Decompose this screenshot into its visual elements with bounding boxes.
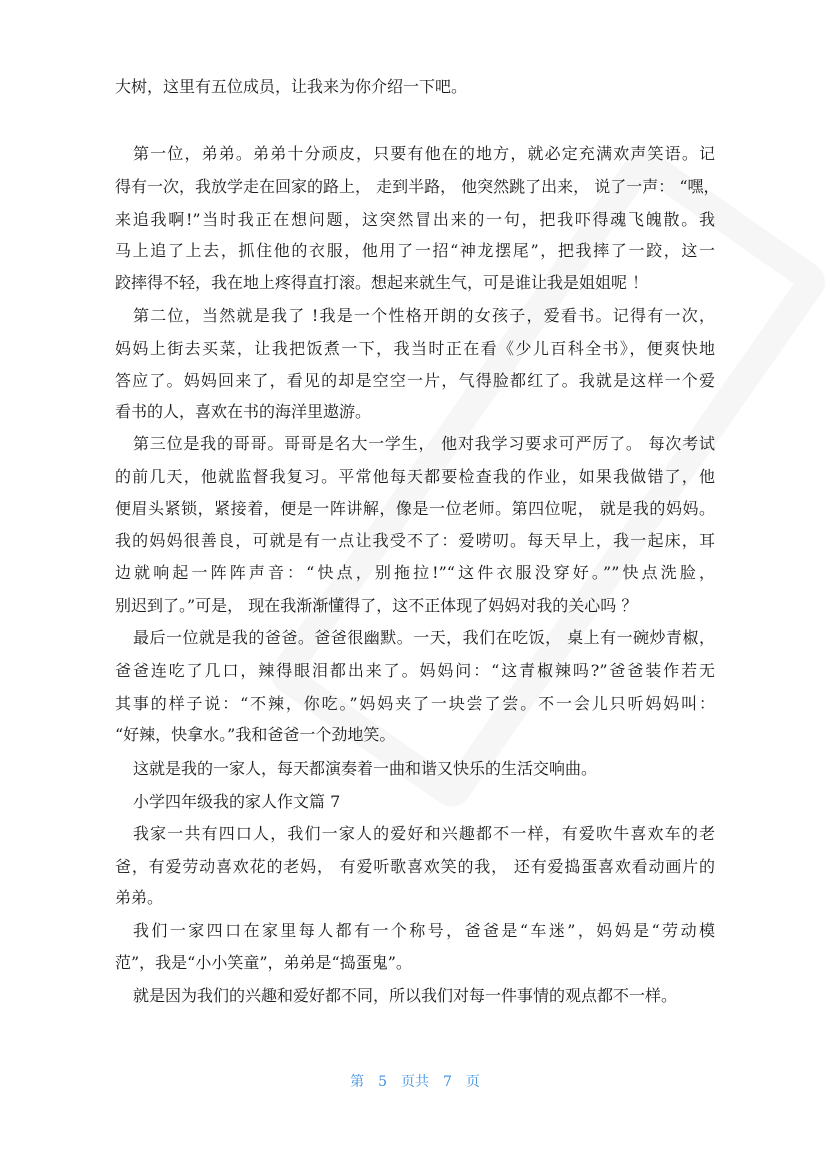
paragraph-line: “好辣，快拿水。”我和爸爸一个劲地笑。 (115, 725, 396, 744)
paragraph-line: 来追我啊!”当时我正在想问题，这突然冒出来的一句，把我吓得魂飞魄散。我 (115, 210, 715, 229)
paragraph-line: 我家一共有四口人，我们一家人的爱好和兴趣都不一样，有爱吹牛喜欢车的老 (133, 824, 715, 843)
paragraph-line: 别迟到了。”可是， 现在我渐渐懂得了，这不正体现了妈妈对我的关心吗 ？ (115, 596, 638, 615)
paragraph-line: 第二位，当然就是我了 !我是一个性格开朗的女孩子，爱看书。记得有一次， (133, 306, 715, 325)
paragraph-line: 第一位，弟弟。弟弟十分顽皮，只要有他在的地方，就必定充满欢声笑语。记 (133, 144, 715, 163)
paragraph-line: 妈妈上街去买菜，让我把饭煮一下，我当时正在看《少儿百科全书》，便爽快地 (115, 339, 715, 358)
page-footer (0, 1071, 830, 1091)
paragraph-line: 最后一位就是我的爸爸。爸爸很幽默。一天，我们在吃饭， 桌上有一碗炒青椒， (133, 628, 715, 647)
paragraph-line: 小学四年级我的家人作文篇 7 (133, 792, 341, 811)
paragraph-line: 我们一家四口在家里每人都有一个称号，爸爸是“车迷”，妈妈是“劳动模 (133, 921, 715, 940)
paragraph-line: 看书的人，喜欢在书的海洋里遨游。 (115, 402, 372, 421)
total-pages: 7 (443, 1074, 452, 1090)
paragraph-line: 的前几天，他就监督我复习。平常他每天都要检查我的作业，如果我做错了，他 (115, 467, 715, 486)
paragraph-line: 范”，我是“小小笑童”，弟弟是“捣蛋鬼”。 (115, 953, 412, 972)
paragraph-line: 我的妈妈很善良，可就是有一点让我受不了：爱唠叨。每天早上，我一起床，耳 (115, 531, 715, 550)
paragraph-line: 弟弟。 (115, 888, 164, 907)
paragraph-line: 大树，这里有五位成员，让我来为你介绍一下吧。 (115, 77, 468, 96)
paragraph-line: 这就是我的一家人，每天都演奏着一曲和谐又快乐的生活交响曲。 (133, 759, 598, 778)
paragraph-line: 第三位是我的哥哥。哥哥是名大一学生， 他对我学习要求可严厉了。 每次考试 (133, 434, 715, 453)
paragraph-line: 爸爸连吃了几口，辣得眼泪都出来了。妈妈问：“这青椒辣吗?”爸爸装作若无 (115, 661, 715, 680)
paragraph-line: 马上追了上去，抓住他的衣服，他用了一招“神龙摆尾”，把我摔了一跤，这一 (115, 241, 715, 260)
footer-word: 第 (350, 1074, 365, 1090)
paragraph-line: 答应了。妈妈回来了，看见的却是空空一片，气得脸都红了。我就是这样一个爱 (115, 371, 715, 390)
paragraph-line: 得有一次，我放学走在回家的路上， 走到半路， 他突然跳了出来， 说了一声： “嘿， (115, 177, 720, 196)
paragraph-line: 爸，有爱劳动喜欢花的老妈， 有爱听歌喜欢笑的我， 还有爱捣蛋喜欢看动画片的 (115, 857, 715, 876)
footer-word: 页 (465, 1074, 480, 1090)
paragraph-line: 就是因为我们的兴趣和爱好都不同，所以我们对每一件事情的观点都不一样。 (133, 986, 678, 1005)
paragraph-line: 跤摔得不轻，我在地上疼得直打滚。想起来就生气，可是谁让我是姐姐呢 ！ (115, 273, 649, 292)
current-page: 5 (378, 1074, 387, 1090)
paragraph-line: 便眉头紧锁，紧接着，便是一阵讲解，像是一位老师。第四位呢， 就是我的妈妈。 (115, 499, 715, 518)
paragraph-line: 边就响起一阵阵声音：“快点，别拖拉!”“这件衣服没穿好。””快点洗脸， (115, 563, 715, 582)
footer-word: 页共 (401, 1074, 429, 1090)
paragraph-line: 其事的样子说：“不辣，你吃。”妈妈夹了一块尝了尝。不一会儿只听妈妈叫： (115, 694, 715, 713)
